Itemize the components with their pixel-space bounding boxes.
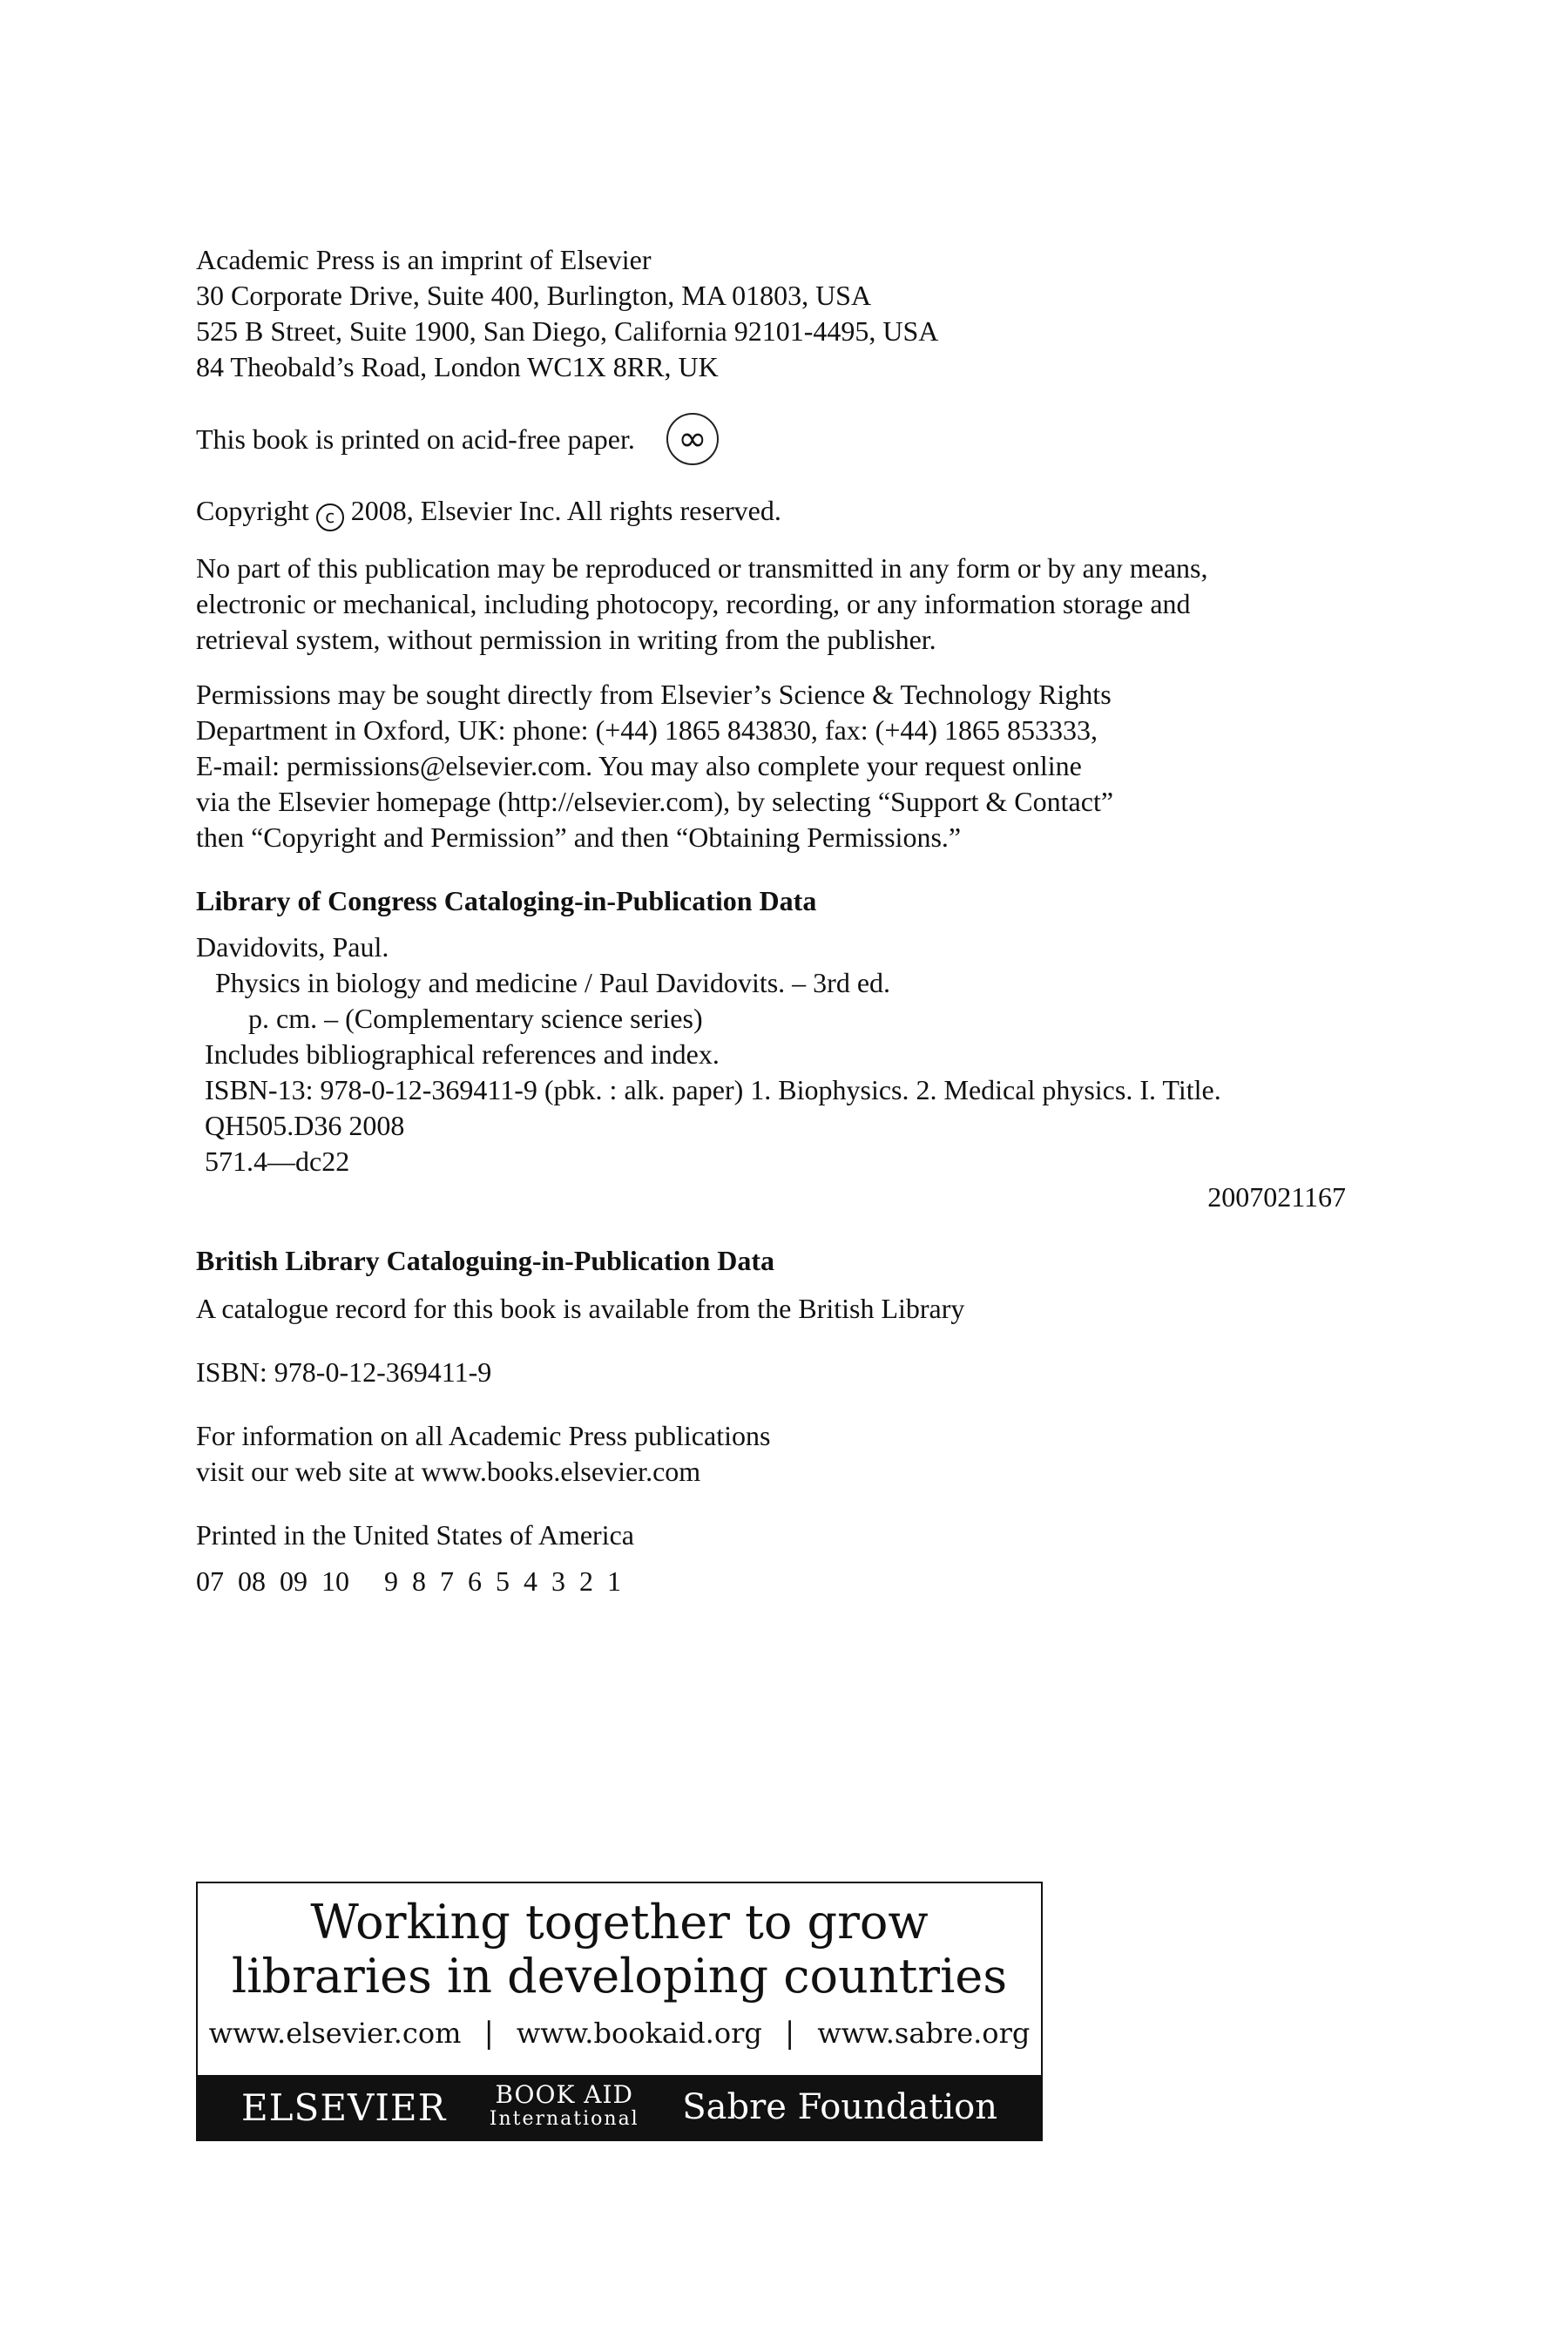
permissions-line: Department in Oxford, UK: phone: (+44) 1865 843830, fax: (+44) 1865 853333, xyxy=(196,713,1098,746)
no-part-paragraph xyxy=(196,551,1346,658)
link-separator: | xyxy=(483,2016,494,2051)
no-part-line: retrieval system, without permission in writing from the publisher. xyxy=(196,623,936,655)
banner-logo-bar xyxy=(198,2075,1041,2139)
copyright-page xyxy=(196,242,1346,1599)
book-aid-logo-line: BOOK AID xyxy=(495,2080,634,2109)
loc-pcm: p. cm. – (Complementary science series) xyxy=(248,1002,703,1034)
loc-heading: Library of Congress Cataloging-in-Publication Data xyxy=(196,884,817,916)
loc-includes: Includes bibliographical references and index. xyxy=(205,1037,720,1070)
copyright-line xyxy=(196,493,1346,531)
info-line: For information on all Academic Press publications xyxy=(196,1419,771,1451)
info-line: visit our web site at www.books.elsevier.com xyxy=(196,1455,701,1487)
address-burlington: 30 Corporate Drive, Suite 400, Burlington, MA 01803, USA xyxy=(196,280,872,311)
copyright-rest: 2008, Elsevier Inc. All rights reserved. xyxy=(350,495,781,526)
bookaid-link[interactable]: www.bookaid.org xyxy=(516,2017,762,2050)
link-separator: | xyxy=(784,2016,795,2051)
isbn-line: ISBN: 978-0-12-369411-9 xyxy=(196,1355,492,1388)
permissions-line: then “Copyright and Permission” and then “Obtaining Permissions.” xyxy=(196,821,962,853)
loc-control-number: 2007021167 xyxy=(1207,1180,1346,1213)
loc-dewey: 571.4—dc22 xyxy=(205,1145,350,1177)
banner-headline xyxy=(198,1896,1041,2004)
elsevier-link[interactable]: www.elsevier.com xyxy=(208,2017,462,2050)
book-aid-logo xyxy=(489,2080,639,2132)
copyright-prefix: Copyright xyxy=(196,495,309,526)
imprint-line: Academic Press is an imprint of Elsevier xyxy=(196,244,652,275)
address-san-diego: 525 B Street, Suite 1900, San Diego, California 92101-4495, USA xyxy=(196,315,939,347)
loc-call-number: QH505.D36 2008 xyxy=(205,1109,405,1141)
loc-title: Physics in biology and medicine / Paul Davidovits. – 3rd ed. xyxy=(215,966,891,998)
british-heading: British Library Cataloguing-in-Publication Data xyxy=(196,1244,775,1276)
loc-author: Davidovits, Paul. xyxy=(196,930,389,963)
sabre-foundation-logo: Sabre Foundation xyxy=(682,2087,997,2127)
copyright-icon: c xyxy=(316,504,344,531)
banner-headline-line: Working together to grow xyxy=(310,1895,929,1950)
infinity-icon: ∞ xyxy=(666,413,719,465)
acid-free-statement xyxy=(196,413,1346,465)
no-part-line: electronic or mechanical, including photocopy, recording, or any information storage and xyxy=(196,587,1191,619)
permissions-paragraph xyxy=(196,677,1346,855)
permissions-line: via the Elsevier homepage (http://elsevier.com), by selecting “Support & Contact” xyxy=(196,785,1114,817)
no-part-line: No part of this publication may be reproduced or transmitted in any form or by any means, xyxy=(196,551,1208,584)
british-record: A catalogue record for this book is available from the British Library xyxy=(196,1292,965,1324)
acid-free-text: This book is printed on acid-free paper. xyxy=(196,422,635,455)
book-aid-logo-line: International xyxy=(489,2108,639,2130)
printed-in: Printed in the United States of America xyxy=(196,1518,634,1551)
banner-links xyxy=(198,2016,1041,2051)
print-number-line: 07 08 09 10 9 8 7 6 5 4 3 2 1 xyxy=(196,1565,621,1597)
elsevier-logo: ELSEVIER xyxy=(241,2085,447,2129)
loc-isbn13: ISBN-13: 978-0-12-369411-9 (pbk. : alk. paper) 1. Biophysics. 2. Medical physics. I. Title. xyxy=(205,1073,1221,1105)
address-london: 84 Theobald’s Road, London WC1X 8RR, UK xyxy=(196,351,719,382)
permissions-line: E-mail: permissions@elsevier.com. You may also complete your request online xyxy=(196,749,1082,781)
sabre-link[interactable]: www.sabre.org xyxy=(817,2017,1031,2050)
book-aid-banner xyxy=(196,1882,1043,2141)
permissions-line: Permissions may be sought directly from Elsevier’s Science & Technology Rights xyxy=(196,678,1112,710)
banner-headline-line: libraries in developing countries xyxy=(231,1949,1008,2004)
